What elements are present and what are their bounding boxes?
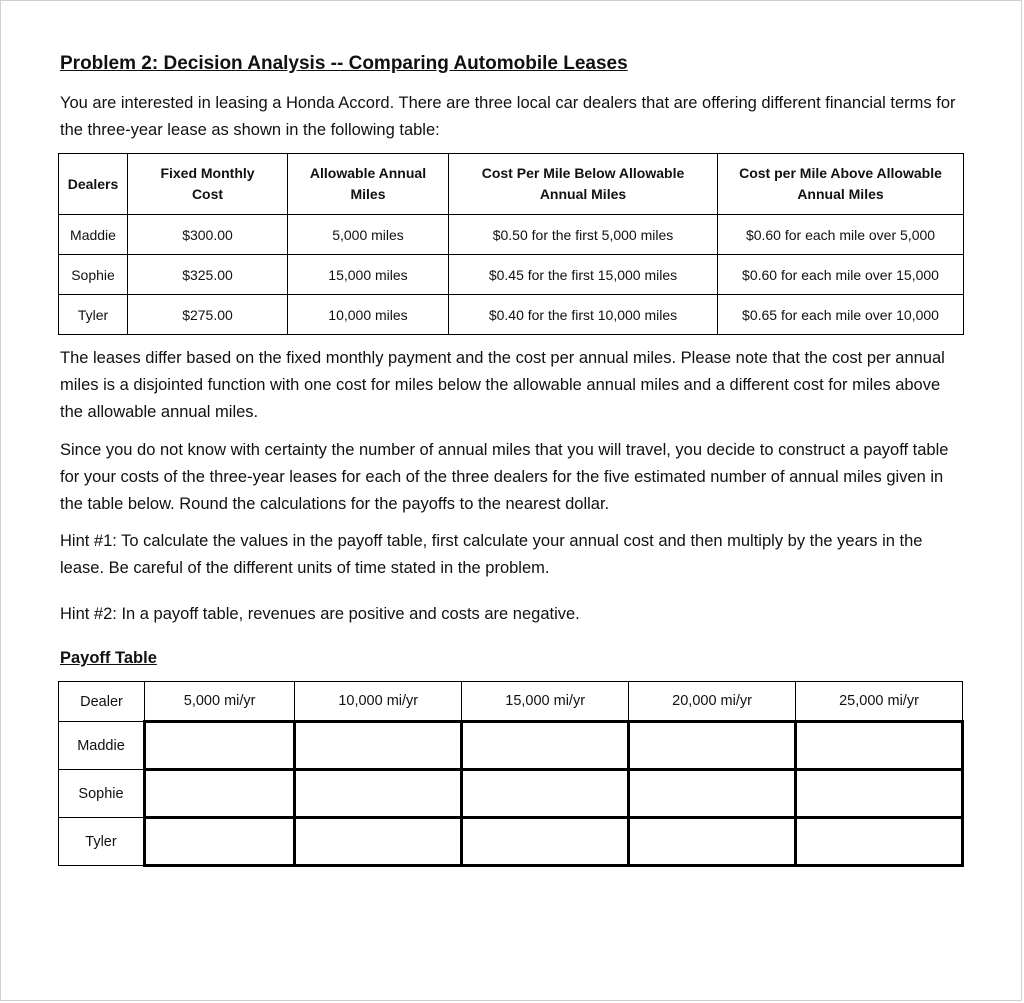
payoff-cell[interactable] bbox=[295, 818, 462, 866]
payoff-header-15000: 15,000 mi/yr bbox=[462, 682, 629, 722]
payoff-cell[interactable] bbox=[629, 722, 796, 770]
payoff-header-row bbox=[59, 682, 963, 722]
lease-cell: 15,000 miles bbox=[288, 255, 449, 295]
lease-cell: Maddie bbox=[59, 215, 128, 255]
payoff-dealer-label: Sophie bbox=[59, 770, 145, 818]
payoff-header-10000: 10,000 mi/yr bbox=[295, 682, 462, 722]
leases-differ-paragraph: The leases differ based on the fixed monthly payment and the cost per annual miles. Please note that the cost per annual miles is a disjointed function with one cost for miles below the allowable annual miles and a different cost for miles above the allowable annual miles. bbox=[60, 349, 945, 421]
payoff-table bbox=[58, 681, 964, 867]
lease-cell: $0.60 for each mile over 15,000 bbox=[718, 255, 964, 295]
hint-2: Hint #2: In a payoff table, revenues are positive and costs are negative. bbox=[60, 605, 580, 623]
payoff-cell[interactable] bbox=[629, 818, 796, 866]
payoff-dealer-label: Maddie bbox=[59, 722, 145, 770]
lease-cell: $0.45 for the first 15,000 miles bbox=[449, 255, 718, 295]
lease-cell: $0.65 for each mile over 10,000 bbox=[718, 295, 964, 335]
lease-cell: $0.60 for each mile over 5,000 bbox=[718, 215, 964, 255]
payoff-dealer-label: Tyler bbox=[59, 818, 145, 866]
lease-row-maddie bbox=[59, 215, 964, 255]
lease-header-dealers: Dealers bbox=[59, 154, 128, 215]
lease-cell: 10,000 miles bbox=[288, 295, 449, 335]
payoff-cell[interactable] bbox=[145, 770, 295, 818]
lease-table-header-row bbox=[59, 154, 964, 215]
payoff-header-dealer: Dealer bbox=[59, 682, 145, 722]
payoff-row-sophie bbox=[59, 770, 963, 818]
payoff-table-title: Payoff Table bbox=[60, 649, 157, 667]
lease-cell: $300.00 bbox=[128, 215, 288, 255]
payoff-cell[interactable] bbox=[295, 722, 462, 770]
lease-cell: Tyler bbox=[59, 295, 128, 335]
payoff-cell[interactable] bbox=[145, 722, 295, 770]
intro-paragraph: You are interested in leasing a Honda Accord. There are three local car dealers that are offering different financial terms for the three-year lease as shown in the following table: bbox=[60, 94, 956, 139]
payoff-cell[interactable] bbox=[462, 722, 629, 770]
problem-title: Problem 2: Decision Analysis -- Comparing Automobile Leases bbox=[60, 53, 628, 74]
payoff-cell[interactable] bbox=[796, 770, 963, 818]
payoff-cell[interactable] bbox=[462, 770, 629, 818]
lease-header-cost-above: Cost per Mile Above Allowable Annual Miles bbox=[718, 154, 964, 215]
lease-row-sophie bbox=[59, 255, 964, 295]
hint-1: Hint #1: To calculate the values in the payoff table, first calculate your annual cost and then multiply by the years in the lease. Be careful of the different units of time stated in the problem. bbox=[60, 532, 923, 577]
payoff-cell[interactable] bbox=[796, 818, 963, 866]
lease-cell: $0.40 for the first 10,000 miles bbox=[449, 295, 718, 335]
lease-row-tyler bbox=[59, 295, 964, 335]
payoff-cell[interactable] bbox=[462, 818, 629, 866]
payoff-instructions-paragraph: Since you do not know with certainty the number of annual miles that you will travel, you decide to construct a payoff table for your costs of the three-year leases for each of the three dealers for the five estimated number of annual miles given in the table below. Round the calculations for the payoffs to the nearest dollar. bbox=[60, 441, 949, 513]
document-content bbox=[60, 50, 965, 867]
lease-cell: Sophie bbox=[59, 255, 128, 295]
lease-header-allowable-annual-miles: Allowable Annual Miles bbox=[288, 154, 449, 215]
lease-header-cost-below: Cost Per Mile Below Allowable Annual Miles bbox=[449, 154, 718, 215]
lease-header-fixed-monthly-cost: Fixed Monthly Cost bbox=[128, 154, 288, 215]
lease-terms-table bbox=[58, 153, 964, 335]
payoff-header-20000: 20,000 mi/yr bbox=[629, 682, 796, 722]
payoff-row-tyler bbox=[59, 818, 963, 866]
payoff-header-25000: 25,000 mi/yr bbox=[796, 682, 963, 722]
payoff-row-maddie bbox=[59, 722, 963, 770]
payoff-cell[interactable] bbox=[145, 818, 295, 866]
payoff-header-5000: 5,000 mi/yr bbox=[145, 682, 295, 722]
lease-cell: 5,000 miles bbox=[288, 215, 449, 255]
payoff-cell[interactable] bbox=[295, 770, 462, 818]
lease-cell: $0.50 for the first 5,000 miles bbox=[449, 215, 718, 255]
payoff-cell[interactable] bbox=[629, 770, 796, 818]
payoff-cell[interactable] bbox=[796, 722, 963, 770]
lease-cell: $275.00 bbox=[128, 295, 288, 335]
lease-cell: $325.00 bbox=[128, 255, 288, 295]
